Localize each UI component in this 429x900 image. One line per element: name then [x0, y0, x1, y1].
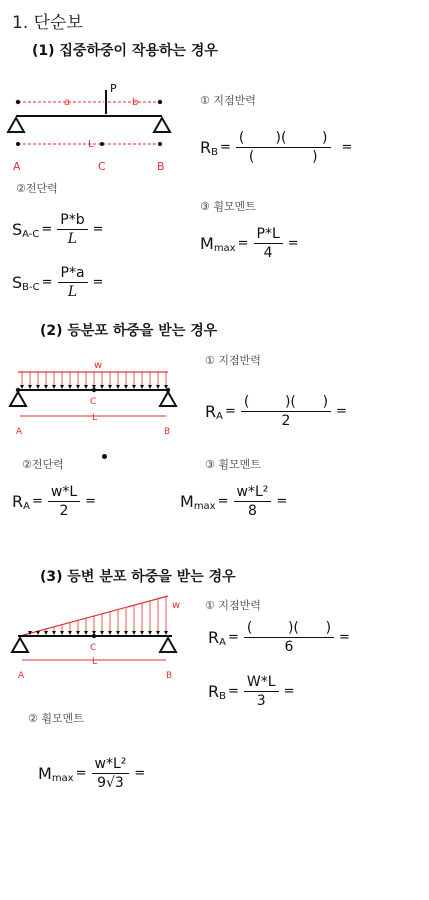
load-arrow-head	[124, 385, 128, 389]
s2-mmax-numerator: w*L²	[234, 484, 272, 502]
sbc-equals: =	[41, 275, 53, 290]
load-arrow-head	[132, 631, 136, 635]
s1-rb-formula	[200, 130, 354, 165]
s3-reaction-note: ① 지점반력	[205, 599, 261, 612]
s3-rb-formula	[208, 674, 296, 709]
rb-tail: =	[341, 140, 353, 155]
s3-ra-subscript: A	[219, 637, 226, 648]
s3-mmax-tail: =	[134, 766, 146, 781]
s3-mmax-formula	[38, 756, 147, 791]
mmax1-denominator: 4	[263, 245, 273, 261]
load-arrow-head	[108, 385, 112, 389]
s3-mmax-symbol: M	[38, 764, 52, 783]
s2-mmax-equals: =	[217, 494, 229, 509]
section2-title: (2) 등분포 하중을 받는 경우	[40, 323, 218, 339]
mmax1-equals: =	[237, 236, 249, 251]
s3-moment-note: ② 휨모멘트	[28, 712, 84, 725]
load-arrow-head	[116, 385, 120, 389]
s3-rb-subscript: B	[219, 691, 226, 702]
s2-ra-denominator: 2	[281, 413, 291, 429]
s2-ra2-tail: =	[85, 494, 97, 509]
s2-mmax-symbol: M	[180, 492, 194, 511]
load-arrow-head	[124, 631, 128, 635]
s3-ra-formula	[208, 620, 352, 655]
sbc-subscript: B-C	[22, 282, 40, 293]
load-arrow-head	[36, 631, 40, 635]
s3-ra-symbol: R	[208, 628, 220, 647]
s2-moment-note: ③ 휨모멘트	[205, 458, 261, 471]
load-arrow-head	[116, 631, 120, 635]
s2-point-a-label: A	[16, 427, 23, 437]
s2-mmax-subscript: max	[193, 501, 216, 512]
sac-fraction	[57, 212, 87, 247]
s2-ra-numerator: ( )( )	[241, 394, 331, 412]
point-a-label: A	[13, 160, 21, 173]
s3-ra-numerator: ( )( )	[244, 620, 334, 638]
s3-mmax-numerator: w*L²	[92, 756, 130, 774]
load-arrow-head	[20, 385, 24, 389]
s1-sac-formula	[12, 212, 106, 247]
s3-rb-tail: =	[283, 684, 295, 699]
support-b-icon	[154, 118, 170, 132]
s3-ra-fraction	[244, 620, 334, 655]
load-arrow-head	[52, 631, 56, 635]
load-arrow-head	[100, 631, 104, 635]
load-arrow-head	[76, 385, 80, 389]
s3-ra-tail: =	[339, 630, 350, 645]
s2-mmax-tail: =	[276, 494, 288, 509]
load-arrow-head	[76, 631, 80, 635]
s2-ra2-equals: =	[31, 494, 43, 509]
load-arrow-head	[164, 631, 168, 635]
section3-title: (3) 등변 분포 하중을 받는 경우	[40, 569, 236, 585]
load-arrow-head	[36, 385, 40, 389]
s1-moment-note: ③ 휨모멘트	[200, 200, 256, 213]
s3-load-w-label: w	[172, 600, 181, 611]
s2-reaction-note: ① 지점반력	[205, 354, 261, 367]
s2-support-a-icon	[10, 392, 26, 406]
s2-point-b-label: B	[164, 427, 171, 437]
mmax1-tail: =	[287, 236, 299, 251]
section2-beam-diagram	[6, 356, 196, 440]
s2-ra2-fraction	[48, 484, 80, 519]
rb-numerator: ( )( )	[236, 130, 331, 148]
load-arrow-head	[44, 385, 48, 389]
s2-ra2-numerator: w*L	[48, 484, 80, 502]
s2-mmax-fraction	[234, 484, 272, 519]
s3-support-a-icon	[12, 638, 28, 652]
s3-rb-symbol: R	[208, 682, 220, 701]
load-arrow-head	[100, 385, 104, 389]
point-b-label: B	[157, 160, 165, 173]
s3-support-b-icon	[160, 638, 176, 652]
load-arrow-head	[68, 385, 72, 389]
sac-equals: =	[41, 222, 53, 237]
rb-symbol: R	[200, 138, 212, 157]
s2-ra2-symbol: R	[12, 492, 24, 511]
sac-symbol: S	[12, 220, 23, 239]
s2-ra2-denominator: 2	[59, 503, 69, 519]
point-c-label: C	[98, 160, 106, 173]
sac-denominator: L	[67, 231, 78, 247]
load-arrow-head	[68, 631, 72, 635]
s2-ra2-formula	[12, 484, 98, 519]
load-arrow-head	[60, 385, 64, 389]
page-heading: 1. 단순보	[12, 13, 83, 33]
section1-beam-diagram	[6, 78, 196, 178]
load-arrow-head	[140, 385, 144, 389]
s3-rb-fraction	[244, 674, 279, 709]
stray-dot	[102, 454, 107, 459]
load-arrow-head	[132, 385, 136, 389]
sbc-fraction	[58, 265, 88, 300]
mmax1-subscript: max	[213, 243, 236, 254]
s3-point-c-label: C	[90, 643, 97, 653]
s3-ra-denominator: 6	[284, 639, 294, 655]
s2-load-w-label: w	[94, 360, 103, 371]
dim-a-label: a	[64, 97, 71, 108]
mmax1-fraction	[254, 226, 283, 261]
s3-point-b-label: B	[166, 671, 173, 681]
load-arrow-head	[84, 385, 88, 389]
section1-title: (1) 집중하중이 작용하는 경우	[32, 43, 218, 59]
s2-ra-fraction	[241, 394, 331, 429]
load-p-label: P	[110, 82, 117, 95]
s2-ra-subscript: A	[216, 411, 223, 422]
load-arrow-head	[28, 385, 32, 389]
mmax1-numerator: P*L	[254, 226, 283, 244]
s2-distributed-load	[20, 372, 168, 389]
s2-point-c-label: C	[90, 397, 97, 407]
s2-ra-symbol: R	[205, 402, 217, 421]
s3-triangular-load	[28, 597, 168, 635]
support-a-icon	[8, 118, 24, 132]
load-arrow-head	[108, 631, 112, 635]
mmax1-symbol: M	[200, 234, 214, 253]
s2-ra-tail: =	[336, 404, 347, 419]
span-l-label: L	[88, 139, 94, 150]
s1-mmax-formula	[200, 226, 301, 261]
s2-ra-formula	[205, 394, 349, 429]
s3-mmax-fraction	[92, 756, 130, 791]
s3-mmax-subscript: max	[51, 773, 74, 784]
s2-shear-note: ②전단력	[22, 458, 64, 471]
s2-mmax-denominator: 8	[247, 503, 257, 519]
s2-span-l-label: L	[92, 413, 98, 423]
sbc-numerator: P*a	[58, 265, 88, 283]
load-arrow-head	[44, 631, 48, 635]
sbc-denominator: L	[67, 284, 78, 300]
s1-sbc-formula	[12, 265, 105, 300]
s1-shear-note: ②전단력	[16, 182, 58, 195]
s3-point-a-label: A	[18, 671, 25, 681]
s3-mmax-equals: =	[75, 766, 87, 781]
s1-reaction-note: ① 지점반력	[200, 94, 256, 107]
sac-subscript: A-C	[22, 229, 40, 240]
s3-rb-equals: =	[228, 684, 239, 699]
rb-fraction	[236, 130, 331, 165]
load-arrow-head	[60, 631, 64, 635]
sac-tail: =	[92, 222, 104, 237]
load-arrow-head	[84, 631, 88, 635]
rb-subscript: B	[211, 147, 218, 158]
s2-ra2-subscript: A	[23, 501, 30, 512]
s2-mmax-formula	[180, 484, 289, 519]
rb-denominator: ( )	[248, 149, 318, 165]
sac-numerator: P*b	[57, 212, 87, 230]
section3-beam-diagram	[6, 592, 196, 684]
load-arrow-head	[140, 631, 144, 635]
rb-equals: =	[220, 140, 231, 155]
load-arrow-head	[156, 631, 160, 635]
load-arrow-head	[52, 385, 56, 389]
sbc-tail: =	[92, 275, 104, 290]
s3-rb-numerator: W*L	[244, 674, 279, 692]
s2-ra-equals: =	[224, 404, 236, 419]
s3-rb-denominator: 3	[256, 693, 266, 709]
s3-span-l-label: L	[92, 657, 98, 667]
s2-support-b-icon	[160, 392, 176, 406]
load-arrow-head	[156, 385, 160, 389]
sbc-symbol: S	[12, 273, 23, 292]
load-arrow-head	[148, 385, 152, 389]
s3-mmax-denominator: 9√3	[97, 775, 124, 791]
load-arrow-head	[148, 631, 152, 635]
s3-ra-equals: =	[227, 630, 239, 645]
dim-b-label: b	[132, 97, 139, 108]
